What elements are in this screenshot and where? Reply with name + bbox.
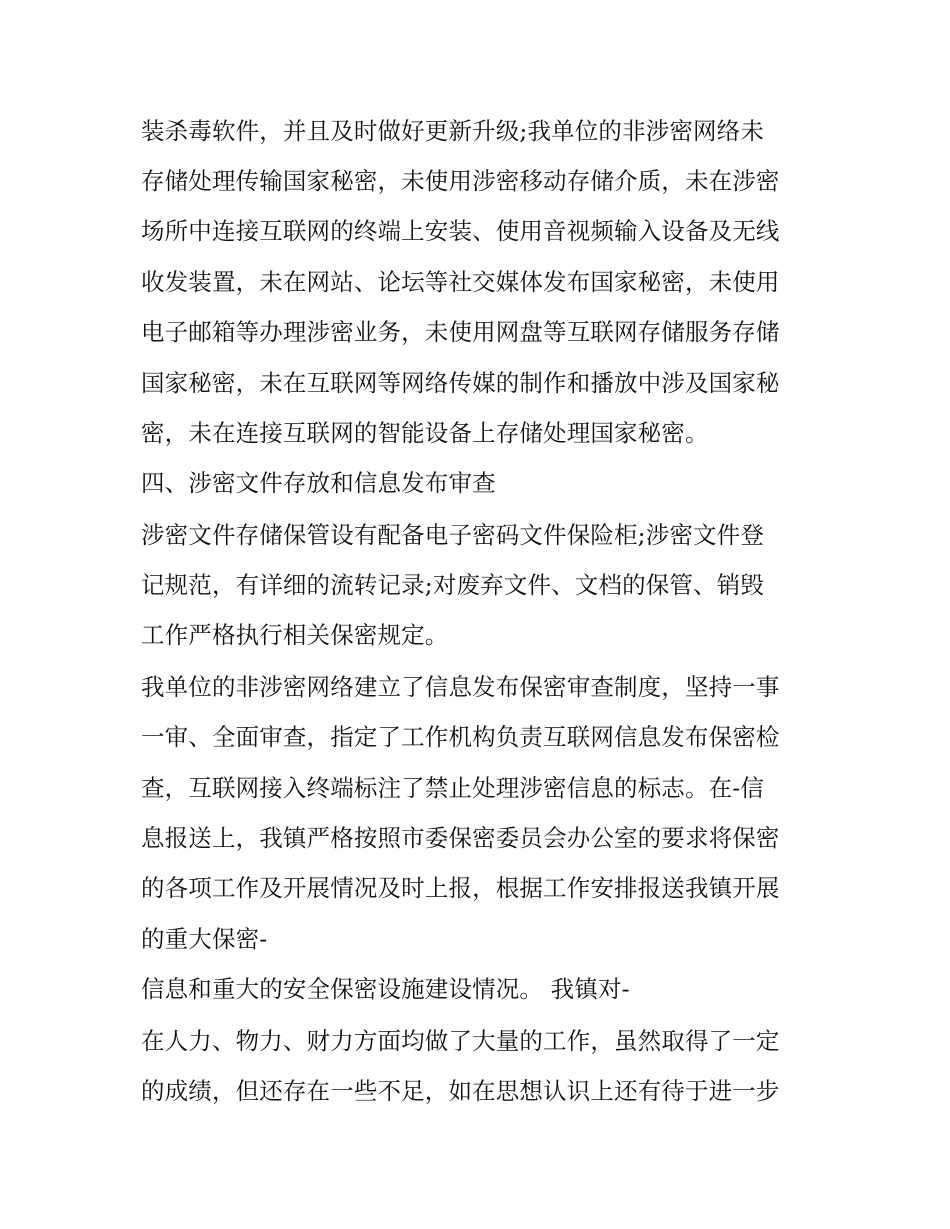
text-line: 在人力、物力、财力方面均做了大量的工作，虽然取得了一定 xyxy=(141,1027,780,1055)
text-line: 我单位的非涉密网络建立了信息发布保密审查制度，坚持一事 xyxy=(141,673,780,701)
text-line: 收发装置，未在网站、论坛等社交媒体发布国家秘密，未使用 xyxy=(141,268,780,296)
text-line: 装杀毒软件，并且及时做好更新升级;我单位的非涉密网络未 xyxy=(141,117,764,145)
text-line: 密，未在连接互联网的智能设备上存储处理国家秘密。 xyxy=(141,419,709,447)
text-line: 涉密文件存储保管设有配备电子密码文件保险柜;涉密文件登 xyxy=(141,521,764,549)
text-line: 存储处理传输国家秘密，未使用涉密移动存储介质，未在涉密 xyxy=(141,167,780,195)
text-line: 的成绩，但还存在一些不足，如在思想认识上还有待于进一步 xyxy=(141,1077,780,1105)
text-line: 的重大保密- xyxy=(141,925,268,953)
text-line: 息报送上，我镇严格按照市委保密委员会办公室的要求将保密 xyxy=(141,824,780,852)
text-line: 电子邮箱等办理涉密业务，未使用网盘等互联网存储服务存储 xyxy=(141,318,780,346)
text-line: 查，互联网接入终端标注了禁止处理涉密信息的标志。在-信 xyxy=(141,774,764,802)
text-line: 信息和重大的安全保密设施建设情况。 我镇对- xyxy=(141,975,630,1003)
text-line: 国家秘密，未在互联网等网络传媒的制作和播放中涉及国家秘 xyxy=(141,369,780,397)
text-line: 一审、全面审查，指定了工作机构负责互联网信息发布保密检 xyxy=(141,723,780,751)
text-line: 的各项工作及开展情况及时上报，根据工作安排报送我镇开展 xyxy=(141,874,780,902)
section-heading: 四、涉密文件存放和信息发布审查 xyxy=(141,469,496,497)
text-line: 记规范，有详细的流转记录;对废弃文件、文档的保管、销毁 xyxy=(141,571,764,599)
text-line: 工作严格执行相关保密规定。 xyxy=(141,621,449,649)
text-line: 场所中连接互联网的终端上安装、使用音视频输入设备及无线 xyxy=(141,217,780,245)
